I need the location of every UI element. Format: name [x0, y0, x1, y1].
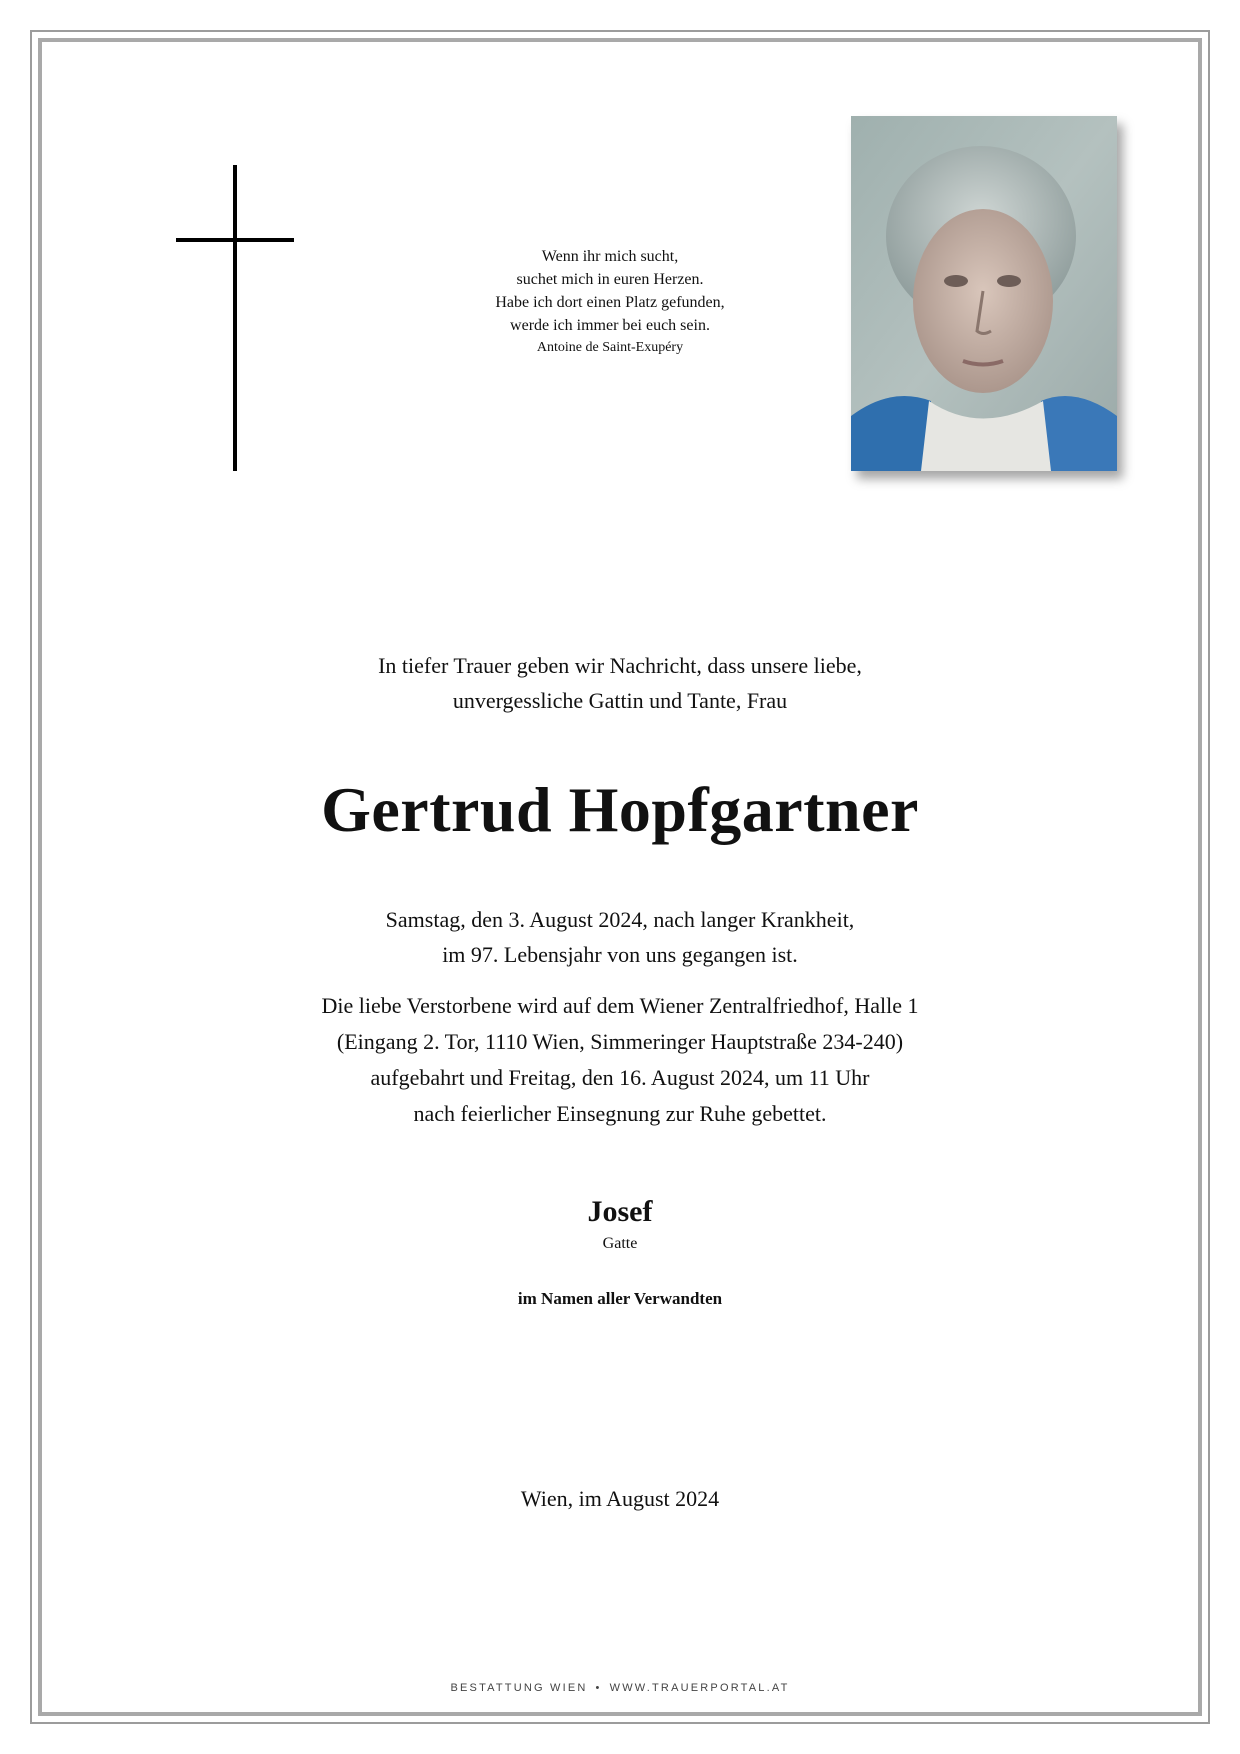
cross-horizontal-bar: [176, 238, 294, 242]
poem-author: Antoine de Saint-Exupéry: [536, 340, 684, 355]
intro-line: unvergessliche Gattin und Tante, Frau: [452, 688, 788, 713]
poem-line: Habe ich dort einen Platz gefunden,: [495, 294, 725, 311]
intro-line: In tiefer Trauer geben wir Nachricht, dass unsere liebe,: [378, 653, 862, 678]
mourner-name: Josef: [587, 1195, 653, 1228]
death-line: Samstag, den 3. August 2024, nach langer Krankheit,: [385, 907, 855, 932]
footer: [320, 1680, 920, 1696]
poem-line: Wenn ihr mich sucht,: [541, 248, 679, 265]
death-line: im 97. Lebensjahr von uns gegangen ist.: [442, 942, 798, 967]
funeral-line: Die liebe Verstorbene wird auf dem Wiener Zentralfriedhof, Halle 1: [321, 993, 919, 1018]
funeral-line: nach feierlicher Einsegnung zur Ruhe gebettet.: [413, 1101, 827, 1126]
funeral-line: (Eingang 2. Tor, 1110 Wien, Simmeringer Hauptstraße 234-240): [336, 1029, 904, 1054]
cross-vertical-bar: [233, 165, 237, 471]
poem-line: werde ich immer bei euch sein.: [510, 317, 710, 334]
announcement-intro: [220, 648, 1020, 718]
footer-brand: BESTATTUNG WIEN: [450, 1682, 588, 1694]
place-date: Wien, im August 2024: [520, 1486, 720, 1511]
portrait-image: [851, 116, 1117, 471]
death-details: [220, 902, 1020, 972]
portrait-photo: [851, 116, 1117, 471]
footer-separator: •: [595, 1682, 602, 1694]
poem-line: suchet mich in euren Herzen.: [516, 271, 704, 288]
funeral-details: [200, 988, 1040, 1132]
funeral-line: aufgebahrt und Freitag, den 16. August 2024, um 11 Uhr: [370, 1065, 870, 1090]
deceased-name: Gertrud Hopfgartner: [321, 774, 919, 845]
relatives-note: im Namen aller Verwandten: [517, 1289, 723, 1308]
poem-quote: [380, 245, 840, 359]
footer-website-link[interactable]: WWW.TRAUERPORTAL.AT: [609, 1682, 790, 1694]
mourner-role: Gatte: [602, 1235, 638, 1252]
